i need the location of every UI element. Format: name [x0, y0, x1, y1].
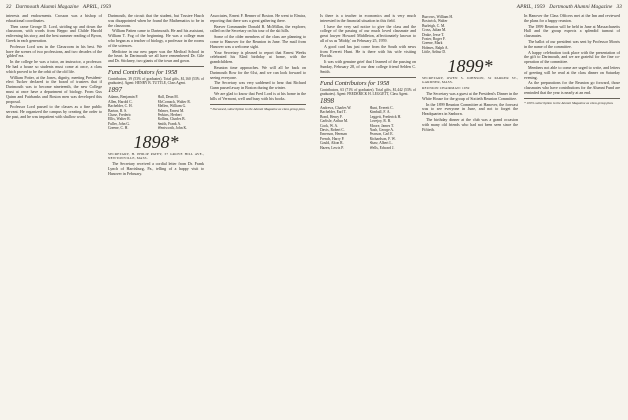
list-item: Ellis, Walter R. — [108, 117, 131, 122]
left-page-number: 32 — [6, 4, 12, 10]
paragraph: The ballot of our president was sent by Professor Morris in the name of the committee. — [524, 38, 620, 49]
paragraph: We are glad to know that Fred Lord is at his home in the hills of Vermont, well and busy with his books. — [210, 90, 306, 101]
paragraph: A happy celebration took place with the presentation of the gift to Dartmouth, and we are grateful for the fine co-operation of the committee. — [524, 49, 620, 65]
footnote: * Deceased, subscription to the Alumni Magazine as class group plan. — [210, 106, 306, 111]
reunion-chairman-line: REUNION CHAIRMAN: 1959 — [422, 86, 470, 91]
list-item: Shaw, Albert L. — [369, 141, 393, 146]
divider — [320, 77, 416, 78]
paragraph: The Secretary was a guest at the President's Dinner in the White House for the group of Sixtieth Reunion Committee. — [422, 91, 518, 101]
contributor-list-1897 — [108, 95, 204, 130]
paragraph: Beaver Commander Donald B. McMillan, the explorer, called on the Secretary on his tour of the ski hills. — [210, 23, 306, 34]
list-item: Hunt, Everett C. — [369, 105, 394, 110]
divider — [108, 66, 204, 67]
paragraph: Some of the older members of the class are planning to come to Hanover for the Reunion in June. The mail from Hanover was a welcome sight. — [210, 34, 306, 49]
paragraph: Your Secretary is pleased to report that Ernest Weeks celebrated his 82nd birthday at home, with the grandchildren. — [210, 49, 306, 65]
list-item: Nash, George A. — [369, 128, 395, 132]
list-item: Carlisle, Arthur M. — [320, 119, 349, 124]
list-item: Pearson, Carl E. — [369, 132, 394, 137]
paragraph: Professor Lord was in the Classroom in his best. We have the scenes of two professions, and two decades of the 'gilded' era. — [6, 43, 102, 59]
left-column-1 — [6, 14, 102, 414]
list-item: Richardson, F. W. — [369, 136, 396, 141]
list-item: Holmes, Ralph A. — [422, 45, 449, 50]
paragraph: A good card has just come from the South with news from Everett Hunt. He is there with his wife visiting Florida. — [320, 43, 416, 59]
contributor-list-1898 — [320, 106, 416, 150]
list-item: Hall, Dean M. — [157, 95, 179, 100]
paragraph: Is there is a teacher in economics and is very much interested in the financial situation in this field. — [320, 14, 416, 23]
paragraph: The Secretary received a cordial letter from Dr. Frank Lynch of Harrisburg, Pa., telling of a happy visit to Hanover in February. — [108, 161, 204, 176]
divider — [524, 98, 620, 99]
secretary-line: SECRETARY, H. PHILIP PATEY, 37 GROVE HILL AVE., NEWTONVILLE, MASS. — [108, 151, 204, 161]
right-page-number: 33 — [616, 4, 622, 10]
paragraph: William Patten came to Dartmouth. He and his assistant, William T. Fog of the beginning. He was a college man who began as a teacher of biology, a professor in the rooms of the sciences. — [108, 28, 204, 48]
right-column-1 — [320, 14, 416, 414]
list-item: French, Harry P. — [320, 136, 345, 141]
fund-contributors-summary: Contributors, 63 (71% of graduates). Total gifts, $1,442 (53% of graduates). Agent: FREDERICK H. LEGGETT, Class Agent. — [320, 87, 416, 96]
paragraph: Professor Lord passed to the classes as a fine public servant. He organized the campus by creating the order to the past, and he was impatient with shallow work. — [6, 104, 102, 119]
list-item: Mellen, William G. — [157, 104, 187, 109]
list-item: Wentworth, John K. — [157, 126, 188, 131]
paragraph: Medicine in our new paper was the Medical School in the heart. In Dartmouth we all have remembered Dr. Gile and Dr. Stickney, two giants of the town and gown. — [108, 48, 204, 64]
list-item: Burleigh, C. M. — [422, 23, 446, 28]
fund-contributors-summary: Contributors, 39 (53% of graduates). Total gifts, $1,160 (53% of graduates). Agent: HENRY B. TUTTLE, Class Agent. — [108, 76, 204, 86]
paragraph: In the college he was a tutor, an instructor, a professor. He had a house so students must come at once, a class which proved to be the orbit of the old life. — [6, 59, 102, 74]
list-item: Rollins, Charles B. — [157, 117, 186, 122]
paragraph: It was with genuine grief that I learned of the passing on Sunday, February 28, of our dear college friend Selden C. Smith. — [320, 59, 416, 74]
list-item: Barton, R. S. — [108, 108, 128, 113]
paragraph: Associates, Ernest F. Benner of Boston. He went to Elmira, reporting that there was a great gathering there. — [210, 14, 306, 23]
class-year-1898: 1898* — [133, 131, 179, 152]
left-column-3 — [210, 14, 306, 414]
paragraph: In the 1899 Reunion Committee at Hanover, the forecast was to see everyone in June, and not to forget the Headquarters in Sanborn. — [422, 101, 518, 117]
list-item: Davis, Robert C. — [320, 128, 345, 132]
list-item: Drake, Jesse T. — [422, 32, 445, 37]
list-item: Lovejoy, R. B. — [369, 119, 392, 124]
paragraph: The Secretary was very saddened to hear that Richard Gunn passed away in Boston during the winter. — [210, 80, 306, 91]
list-item: Burrows, William H. — [422, 15, 453, 19]
footnote: * 100% subscription to the Alumni Magazine as class group plan. — [524, 100, 614, 105]
divider — [210, 104, 306, 105]
list-item: Gould, Alton R. — [320, 141, 344, 146]
paragraph: William Potter, at the Jones, dignity, meeting President-elect Tucker declared to the board of trustees that if Dartmouth was to become nineteenth, the new College must at once have a department of biology. From Gus Quinn and Fairbanks and Boston men was developed this proposal. — [6, 74, 102, 104]
class-year-1898: 1898 — [320, 96, 334, 105]
right-running-head — [517, 4, 622, 10]
paragraph: interests and endowments. Crosson was a bishop of educational coordinates. — [6, 14, 102, 23]
left-magazine-title: Dartmouth Alumni Magazine — [15, 4, 79, 10]
paragraph: Then came George D. Lord, striding up and down the classroom, with words from Beppo and Childe Harold enlivening his story, and the best summer reading of Byron, Greek in each generation. — [6, 23, 102, 43]
list-item: Cross, Julian M. — [422, 28, 447, 33]
class-year-1897: 1897 — [108, 86, 122, 95]
list-item: Smith, Frank A. — [157, 121, 182, 126]
secretary-line: SECRETARY, OWEN S. JOHNSON, 32 PARKER ST., GARDNER, MASS. — [422, 75, 518, 85]
list-item: Wells, Edward J. — [369, 145, 395, 150]
right-date: APRIL, 1959 — [516, 4, 545, 10]
paragraph: Members not able to come are urged to write, and letters of greeting will be read at the class dinner on Saturday evening. — [524, 64, 620, 80]
list-item: Moore, James T. — [369, 123, 394, 128]
list-item: Foster, Roger F. — [422, 37, 446, 42]
list-item: Bond, Henry F. — [320, 114, 343, 119]
left-running-head — [6, 4, 111, 10]
class-year-1899: 1899* — [447, 55, 493, 76]
list-item: Palmer, Ernest M. — [157, 108, 185, 113]
list-item: Cook, W. A. — [320, 123, 339, 128]
list-item: Hazen, Lewis P. — [320, 145, 344, 150]
list-item: Andrews, Charles W. — [320, 105, 352, 110]
paragraph: I have the very sad notice to give the class and the college of the passing of our much loved classmate and great lawyer Howard Middleton, affectionately known to all of us as 'Middy,' on February 25, 1959. — [320, 23, 416, 43]
list-item: Greene, C. H. — [108, 126, 129, 131]
right-column-2 — [422, 14, 518, 414]
right-column-3 — [524, 14, 620, 414]
list-item: Emerson, Herman — [320, 132, 347, 137]
list-item: Adams, Benjamin F. — [108, 95, 139, 100]
list-item: Fuller, John G. — [108, 121, 130, 126]
list-item: Greene, Mark — [422, 41, 443, 46]
list-item: Bostwick, Walter — [422, 19, 448, 24]
list-item: Little, Arthur D. — [422, 50, 446, 55]
fund-contributors-heading: Fund Contributors for 1958 — [320, 79, 390, 87]
list-item: Allen, Harold C. — [108, 99, 133, 104]
paragraph: Dartmouth, the circuit that the student, but Trustee Hasch was disappointed when he found the Mathematics to be in the classroom. — [108, 14, 204, 28]
list-item: Leggett, Frederick H. — [369, 114, 402, 119]
fund-contributors-heading: Fund Contributors for 1958 — [108, 68, 178, 76]
paragraph: As the preparations for the Reunion go forward, those classmates who have contributions for the Alumni Fund are reminded that the year is nearly at an end. — [524, 80, 620, 95]
list-item: Bachelder, Earl T. — [320, 110, 347, 115]
paragraph: The birthday dinner at the club was a grand occasion with many old friends who had not been seen since the Fiftieth. — [422, 117, 518, 132]
right-page — [314, 0, 628, 420]
left-date: APRIL, 1959 — [82, 4, 112, 10]
contributor-list-continued — [422, 15, 518, 55]
paragraph: Reunion time approaches. We will all be back on Dartmouth Row for the 61st, and we can look forward to seeing everyone. — [210, 64, 306, 80]
paragraph: In Hanover the Class Officers met at the Inn and reviewed the plans for a happy reunion. — [524, 14, 620, 23]
paragraph: The 1899 Reunion will be held in June at Massachusetts Hall and the group expects a splendid turnout of classmates. — [524, 23, 620, 39]
list-item: Kimball, F. A. — [369, 110, 391, 115]
list-item: Perkins, Herbert — [157, 113, 182, 117]
list-item: Bachelder, C. H. — [108, 104, 133, 109]
list-item: Chase, Frederic — [108, 113, 132, 117]
right-magazine-title: Dartmouth Alumni Magazine — [549, 4, 613, 10]
list-item: McCornack, Walter R. — [157, 99, 191, 104]
left-column-2 — [108, 14, 204, 414]
